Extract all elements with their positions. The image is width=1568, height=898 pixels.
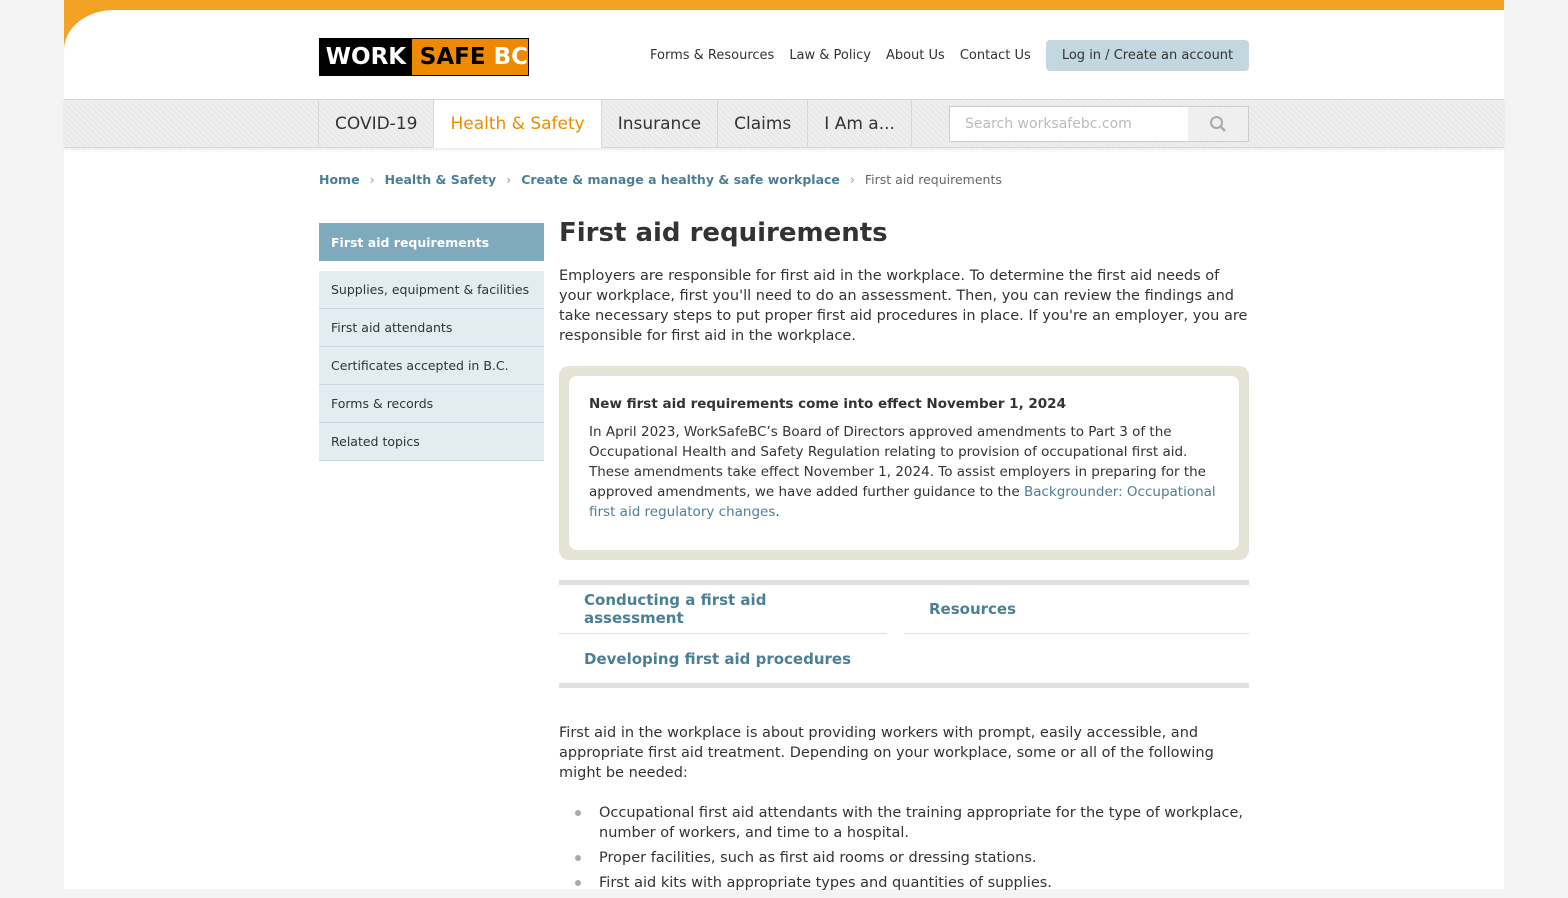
sidebar-item-forms-records[interactable]: Forms & records xyxy=(319,385,544,423)
list-item: Occupational first aid attendants with the training appropriate for the type of workplace, number of workers, and time to a hospital. xyxy=(559,803,1249,843)
requirements-list xyxy=(559,803,1249,893)
page-title: First aid requirements xyxy=(559,218,888,248)
sidebar-item-supplies[interactable]: Supplies, equipment & facilities xyxy=(319,271,544,309)
utility-nav xyxy=(650,48,1031,63)
sidebar-item-attendants[interactable]: First aid attendants xyxy=(319,309,544,347)
util-about-us[interactable]: About Us xyxy=(885,48,945,63)
search-icon xyxy=(1209,115,1227,133)
backgrounder-link[interactable]: Backgrounder: Occupational first aid regulatory changes xyxy=(589,484,1216,520)
tab-health-safety[interactable]: Health & Safety xyxy=(434,100,601,148)
intro-text: Employers are responsible for first aid in the workplace. To determine the first aid needs of your workplace, first you'll need to do an assessment. Then, you can review the findings and take necessary steps to put proper first aid procedures in place. If you're an employer, you are responsible for first aid in the workplace. xyxy=(559,268,1248,344)
notice-body xyxy=(589,422,1219,522)
logo-work: WORK xyxy=(320,39,412,75)
tab-covid-19[interactable]: COVID-19 xyxy=(319,100,434,148)
notice-title: New first aid requirements come into effect November 1, 2024 xyxy=(589,396,1066,412)
notice-end: . xyxy=(775,504,780,520)
chevron-right-icon: › xyxy=(369,172,375,187)
notice-box xyxy=(559,366,1249,560)
search-input[interactable] xyxy=(950,107,1188,141)
breadcrumb-health-safety[interactable]: Health & Safety xyxy=(384,172,497,187)
breadcrumb xyxy=(319,172,1002,187)
sidebar-heading[interactable]: First aid requirements xyxy=(319,223,544,261)
corner-curve xyxy=(64,10,114,50)
breadcrumb-create-manage[interactable]: Create & manage a healthy & safe workplace xyxy=(521,172,840,187)
link-resources[interactable]: Resources xyxy=(904,585,1249,634)
link-conducting-assessment[interactable]: Conducting a first aid assessment xyxy=(559,585,887,634)
tab-insurance[interactable]: Insurance xyxy=(602,100,718,148)
logo-bc: BC xyxy=(493,44,528,70)
util-law-policy[interactable]: Law & Policy xyxy=(789,48,871,63)
breadcrumb-current: First aid requirements xyxy=(864,172,1002,187)
breadcrumb-home[interactable]: Home xyxy=(319,172,360,187)
chevron-right-icon: › xyxy=(849,172,855,187)
logo-safe: SAFE xyxy=(419,44,486,70)
sidebar xyxy=(319,223,544,461)
main-nav xyxy=(64,99,1504,148)
page xyxy=(64,0,1504,889)
tab-i-am-a[interactable]: I Am a... xyxy=(808,100,912,148)
worksafebc-logo[interactable] xyxy=(319,38,529,76)
chevron-right-icon: › xyxy=(506,172,512,187)
search-box xyxy=(949,106,1249,142)
login-button[interactable]: Log in / Create an account xyxy=(1046,40,1249,71)
tab-claims[interactable]: Claims xyxy=(718,100,808,148)
sidebar-item-certificates[interactable]: Certificates accepted in B.C. xyxy=(319,347,544,385)
util-forms-resources[interactable]: Forms & Resources xyxy=(650,48,775,63)
top-accent-bar xyxy=(64,0,1504,10)
sidebar-item-related-topics[interactable]: Related topics xyxy=(319,423,544,461)
body-paragraph: First aid in the workplace is about providing workers with prompt, easily accessible, and appropriate first aid treatment. Depending on your workplace, some or all of the following might be needed: xyxy=(559,725,1214,781)
search-button[interactable] xyxy=(1188,107,1248,141)
list-item: Proper facilities, such as first aid rooms or dressing stations. xyxy=(559,848,1249,868)
quick-links xyxy=(559,580,1249,688)
main-content xyxy=(559,218,1249,898)
list-item: First aid kits with appropriate types and quantities of supplies. xyxy=(559,873,1249,893)
logo-safe-bc xyxy=(412,39,528,75)
notice-text: In April 2023, WorkSafeBC’s Board of Directors approved amendments to Part 3 of the Occupational Health and Safety Regulation relating to provision of occupational first aid. These amendments take effect November 1, 2024. To assist employers in preparing for the approved amendments, we have added further guidance to the xyxy=(589,424,1206,500)
link-developing-procedures[interactable]: Developing first aid procedures xyxy=(584,649,852,668)
util-contact-us[interactable]: Contact Us xyxy=(959,48,1031,63)
